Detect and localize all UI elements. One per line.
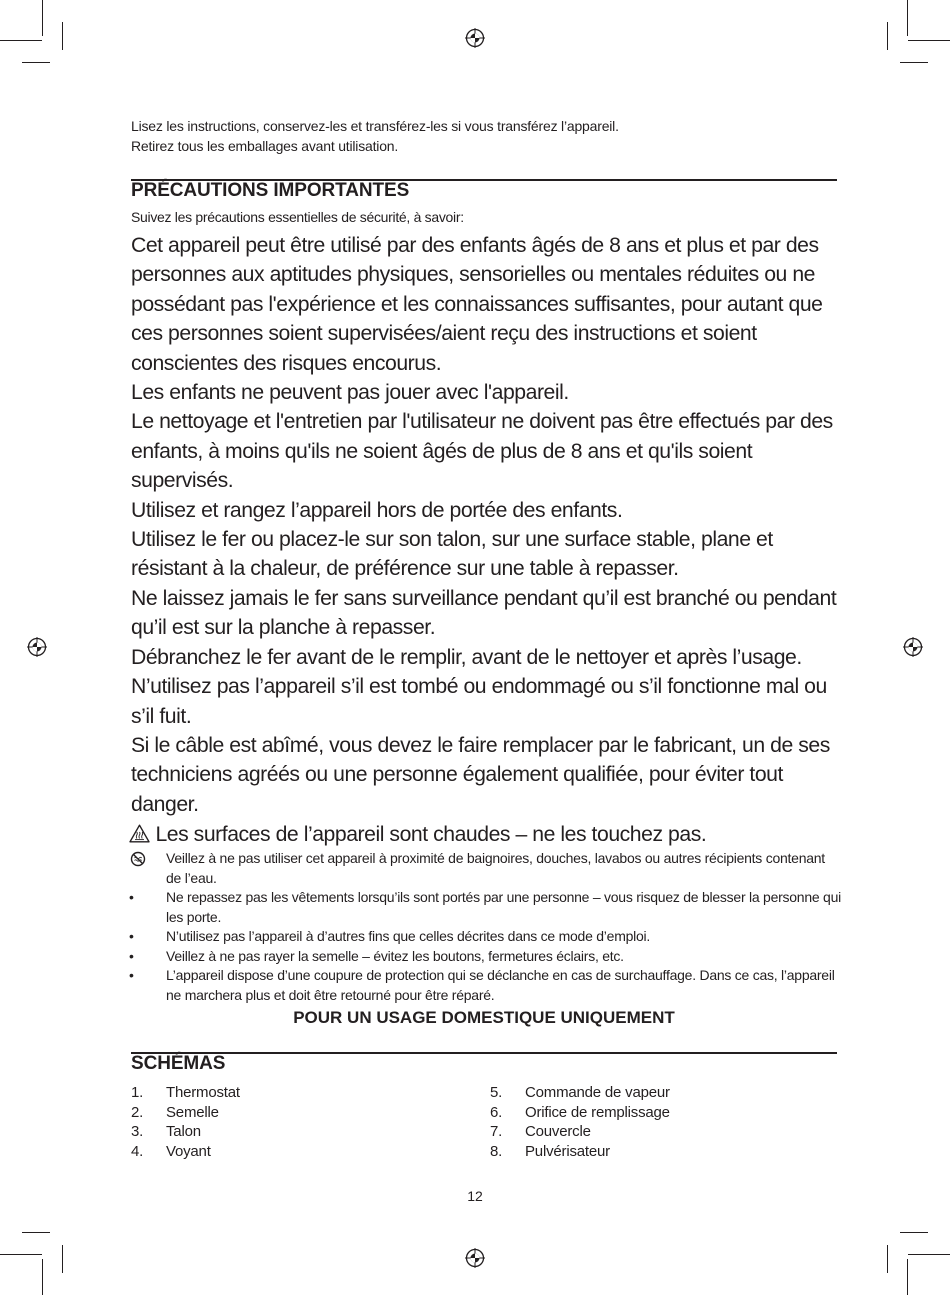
- item-label: Pulvérisateur: [525, 1142, 610, 1160]
- item-label: Talon: [166, 1123, 201, 1140]
- section-divider: [131, 1052, 837, 1054]
- precaution-paragraph: Débranchez le fer avant de le remplir, avant de le nettoyer et après l’usage.: [131, 645, 802, 669]
- bullet-icon: •: [129, 928, 134, 944]
- bullet-icon: •: [129, 889, 134, 905]
- item-label: Thermostat: [166, 1084, 240, 1101]
- page-number: 12: [467, 1188, 483, 1204]
- item-label: Orifice de remplissage: [525, 1103, 670, 1121]
- list-item: [490, 1083, 670, 1103]
- bullet-text: Veillez à ne pas rayer la semelle – évitez les boutons, fermetures éclairs, etc.: [166, 947, 624, 964]
- bullet-icon: •: [129, 947, 134, 964]
- item-number: 8.: [490, 1142, 503, 1160]
- list-item: [129, 966, 841, 1005]
- hot-surface-warning-text: Les surfaces de l’appareil sont chaudes – ne les touchez pas.: [155, 823, 707, 846]
- list-item: [131, 1103, 240, 1123]
- domestic-use-notice: POUR UN USAGE DOMESTIQUE UNIQUEMENT: [293, 1008, 675, 1027]
- registration-mark-top-icon: [465, 28, 485, 48]
- item-label: Semelle: [166, 1103, 219, 1121]
- item-label: Voyant: [166, 1142, 211, 1160]
- list-item: [129, 947, 841, 967]
- list-item: [490, 1103, 670, 1123]
- list-item: [131, 1142, 240, 1162]
- precaution-paragraph: Utilisez et rangez l’appareil hors de portée des enfants.: [131, 498, 623, 522]
- precautions-heading: PRÉCAUTIONS IMPORTANTES: [131, 180, 410, 201]
- item-number: 7.: [490, 1123, 503, 1140]
- registration-mark-bottom-icon: [465, 1248, 485, 1268]
- item-number: 4.: [131, 1142, 144, 1160]
- intro-line-2: Retirez tous les emballages avant utilisation.: [131, 137, 399, 154]
- item-number: 3.: [131, 1123, 144, 1140]
- list-item: [490, 1122, 670, 1142]
- schemas-heading: SCHÉMAS: [131, 1053, 226, 1074]
- intro-text: [131, 117, 619, 156]
- bullet-icon: •: [129, 967, 134, 983]
- precaution-paragraph: Ne laissez jamais le fer sans surveillance pendant qu’il est branché ou pendant qu’il est sur la planche à repasser.: [131, 586, 837, 640]
- item-number: 1.: [131, 1084, 144, 1101]
- bullet-text: N’utilisez pas l’appareil à d’autres fins que celles décrites dans ce mode d’emploi.: [166, 928, 651, 944]
- precautions-subheading: Suivez les précautions essentielles de sécurité, à savoir:: [131, 209, 464, 225]
- registration-mark-left-icon: [27, 637, 47, 657]
- precaution-paragraph: Le nettoyage et l'entretien par l'utilisateur ne doivent pas être effectués par des enfants, à moins qu'ils ne soient âgés de plus de 8 ans et qu'ils soient supervisés.: [131, 410, 833, 493]
- hot-surface-warning-icon: [129, 824, 150, 843]
- hot-surface-warning: [129, 820, 706, 849]
- list-item: [131, 1083, 240, 1103]
- list-item: [129, 888, 841, 927]
- intro-line-1: Lisez les instructions, conservez-les et transférez-les si vous transférez l’appareil.: [131, 118, 619, 134]
- precaution-paragraph: Cet appareil peut être utilisé par des enfants âgés de 8 ans et plus et par des personnes aux aptitudes physiques, sensorielles ou mentales réduites ou ne possédant pas l'expérience et les connaissances suffisantes, pour autant que ces personnes soient supervisées/aient reçu des instructions et soient conscientes des risques encourus.: [131, 234, 823, 375]
- list-item: [131, 1122, 240, 1142]
- schemas-list-left: [131, 1083, 240, 1161]
- schemas-list-right: [490, 1083, 670, 1161]
- item-number: 5.: [490, 1084, 503, 1101]
- precaution-paragraph: Les enfants ne peuvent pas jouer avec l'appareil.: [131, 381, 569, 405]
- precaution-paragraph: Utilisez le fer ou placez-le sur son talon, sur une surface stable, plane et résistant à la chaleur, de préférence sur une table à repasser.: [131, 528, 773, 581]
- no-water-icon: [130, 851, 146, 867]
- list-item: [129, 849, 841, 888]
- item-label: Couvercle: [525, 1123, 591, 1140]
- precautions-paragraphs: [131, 231, 843, 819]
- list-item: [490, 1142, 670, 1162]
- item-label: Commande de vapeur: [525, 1084, 670, 1101]
- bullet-text: L’appareil dispose d’une coupure de protection qui se déclanche en cas de surchauffage. Dans ce cas, l’appareil ne marchera plus et doit être retourné pour être réparé.: [166, 967, 835, 1003]
- precautions-bullet-list: [129, 849, 841, 1005]
- item-number: 6.: [490, 1103, 503, 1121]
- water-warning-text: Veillez à ne pas utiliser cet appareil à proximité de baignoires, douches, lavabos ou autres récipients contenant de l’eau.: [166, 850, 825, 886]
- precaution-paragraph: Si le câble est abîmé, vous devez le faire remplacer par le fabricant, un de ses techniciens agréés ou une personne également qualifiée, pour éviter tout danger.: [131, 733, 830, 816]
- item-number: 2.: [131, 1103, 144, 1121]
- list-item: [129, 927, 841, 947]
- registration-mark-right-icon: [903, 637, 923, 657]
- precaution-paragraph: N’utilisez pas l’appareil s’il est tombé ou endommagé ou s’il fonctionne mal ou s’il fuit.: [131, 675, 827, 728]
- bullet-text: Ne repassez pas les vêtements lorsqu’ils sont portés par une personne – vous risquez de blesser la personne qui les porte.: [166, 889, 841, 925]
